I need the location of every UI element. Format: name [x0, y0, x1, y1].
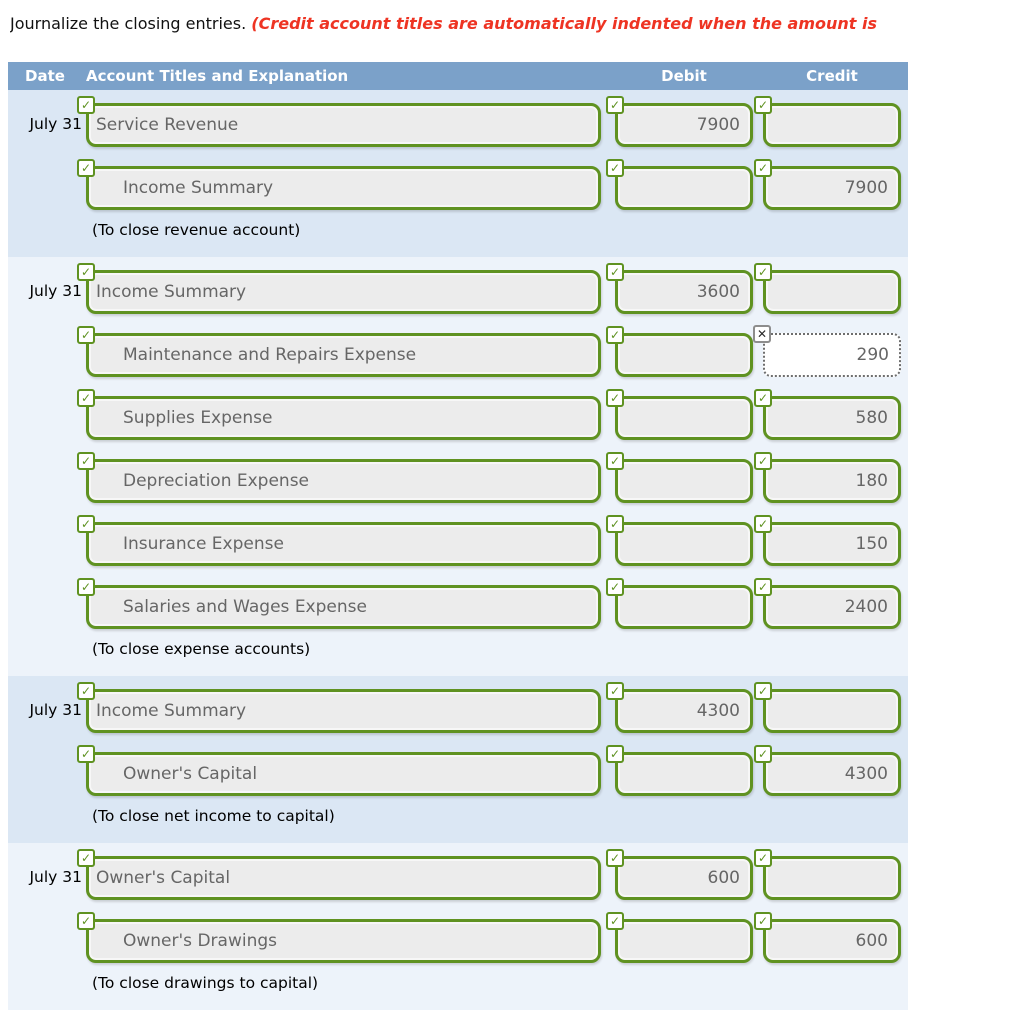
- credit-amount-value: 150: [855, 534, 888, 554]
- account-title-input[interactable]: [80, 851, 601, 900]
- journal-row: [8, 90, 908, 153]
- credit-amount-value: 2400: [844, 597, 888, 617]
- journal-entry-group: [8, 90, 908, 257]
- account-title-input[interactable]: [80, 265, 601, 314]
- entry-date-label: July 31: [29, 282, 82, 300]
- account-title-input[interactable]: [80, 328, 601, 377]
- credit-amount-value: 600: [855, 931, 888, 951]
- journal-row: [8, 843, 908, 906]
- journal-entry-group: [8, 843, 908, 1010]
- credit-amount-value: 290: [856, 345, 889, 365]
- checkmark-icon: ✓: [606, 849, 624, 867]
- checkmark-icon: ✓: [77, 578, 95, 596]
- header-credit: Credit: [806, 67, 858, 85]
- account-title-value: Owner's Capital: [123, 764, 258, 784]
- checkmark-icon: ✓: [606, 389, 624, 407]
- credit-amount-value: 7900: [844, 178, 888, 198]
- account-title-value: Insurance Expense: [123, 534, 284, 554]
- debit-amount-input[interactable]: [609, 580, 753, 629]
- credit-amount-input[interactable]: [757, 265, 901, 314]
- checkmark-icon: ✓: [606, 515, 624, 533]
- account-title-value: Owner's Capital: [96, 868, 231, 888]
- account-title-input[interactable]: [80, 517, 601, 566]
- account-title-input[interactable]: [80, 454, 601, 503]
- debit-amount-value: 3600: [696, 282, 740, 302]
- account-title-input[interactable]: [80, 914, 601, 963]
- checkmark-icon: ✓: [754, 263, 772, 281]
- credit-amount-input[interactable]: [757, 747, 901, 796]
- journal-entry-groups: [8, 90, 908, 1010]
- credit-amount-input[interactable]: [757, 851, 901, 900]
- checkmark-icon: ✓: [606, 96, 624, 114]
- instruction-line: [10, 14, 1024, 33]
- account-title-value: Owner's Drawings: [123, 931, 277, 951]
- checkmark-icon: ✓: [606, 578, 624, 596]
- checkmark-icon: ✓: [754, 682, 772, 700]
- account-title-value: Income Summary: [123, 178, 274, 198]
- entry-date-label: July 31: [29, 868, 82, 886]
- credit-amount-input[interactable]: [757, 161, 901, 210]
- credit-amount-input[interactable]: [757, 98, 901, 147]
- debit-amount-value: 4300: [696, 701, 740, 721]
- checkmark-icon: ✓: [606, 452, 624, 470]
- debit-amount-input[interactable]: [609, 98, 753, 147]
- checkmark-icon: ✓: [754, 515, 772, 533]
- header-account-titles: Account Titles and Explanation: [86, 67, 349, 85]
- debit-amount-input[interactable]: [609, 328, 753, 377]
- account-title-value: Maintenance and Repairs Expense: [123, 345, 417, 365]
- debit-amount-input[interactable]: [609, 747, 753, 796]
- entry-explanation: (To close expense accounts): [92, 640, 311, 658]
- entry-date-label: July 31: [29, 701, 82, 719]
- entry-explanation: (To close revenue account): [92, 221, 301, 239]
- journal-row: [8, 572, 908, 635]
- checkmark-icon: ✓: [77, 682, 95, 700]
- debit-amount-input[interactable]: [609, 391, 753, 440]
- credit-amount-input[interactable]: [757, 684, 901, 733]
- checkmark-icon: ✓: [754, 452, 772, 470]
- credit-amount-value: 180: [855, 471, 888, 491]
- checkmark-icon: ✓: [754, 578, 772, 596]
- debit-amount-input[interactable]: [609, 265, 753, 314]
- checkmark-icon: ✓: [77, 745, 95, 763]
- credit-amount-value: 4300: [844, 764, 888, 784]
- checkmark-icon: ✓: [77, 96, 95, 114]
- x-mark-icon: ✕: [753, 325, 771, 343]
- table-header-row: [8, 62, 908, 90]
- checkmark-icon: ✓: [754, 745, 772, 763]
- account-title-value: Depreciation Expense: [123, 471, 310, 491]
- account-title-value: Income Summary: [96, 282, 247, 302]
- account-title-value: Service Revenue: [96, 115, 239, 135]
- journal-entry-group: [8, 257, 908, 676]
- account-title-input[interactable]: [80, 98, 601, 147]
- debit-amount-value: 7900: [696, 115, 740, 135]
- checkmark-icon: ✓: [754, 389, 772, 407]
- debit-amount-input[interactable]: [609, 161, 753, 210]
- checkmark-icon: ✓: [606, 912, 624, 930]
- entry-explanation: (To close net income to capital): [92, 807, 335, 825]
- credit-amount-input[interactable]: [757, 517, 901, 566]
- debit-amount-input[interactable]: [609, 454, 753, 503]
- journal-row: [8, 446, 908, 509]
- credit-amount-value: 580: [855, 408, 888, 428]
- credit-amount-input[interactable]: [756, 327, 901, 377]
- debit-amount-value: 600: [707, 868, 740, 888]
- credit-amount-input[interactable]: [757, 914, 901, 963]
- checkmark-icon: ✓: [77, 263, 95, 281]
- debit-amount-input[interactable]: [609, 517, 753, 566]
- credit-amount-input[interactable]: [757, 580, 901, 629]
- debit-amount-input[interactable]: [609, 684, 753, 733]
- checkmark-icon: ✓: [77, 326, 95, 344]
- checkmark-icon: ✓: [77, 515, 95, 533]
- instruction-text: Journalize the closing entries.: [10, 14, 252, 33]
- journal-row: [8, 257, 908, 320]
- journal-entries-table: [8, 62, 908, 1010]
- journal-row: [8, 153, 908, 216]
- credit-amount-input[interactable]: [757, 454, 901, 503]
- checkmark-icon: ✓: [606, 745, 624, 763]
- journal-row: [8, 383, 908, 446]
- entry-date-label: July 31: [29, 115, 82, 133]
- account-title-value: Income Summary: [96, 701, 247, 721]
- account-title-value: Supplies Expense: [123, 408, 273, 428]
- checkmark-icon: ✓: [754, 96, 772, 114]
- instruction-warning-text: (Credit account titles are automatically indented when the amount is: [251, 14, 877, 33]
- header-debit: Debit: [661, 67, 707, 85]
- account-title-input[interactable]: [80, 580, 601, 629]
- journal-row: [8, 509, 908, 572]
- checkmark-icon: ✓: [77, 849, 95, 867]
- journal-row: [8, 676, 908, 739]
- checkmark-icon: ✓: [77, 389, 95, 407]
- checkmark-icon: ✓: [77, 452, 95, 470]
- journal-entry-group: [8, 676, 908, 843]
- account-title-input[interactable]: [80, 684, 601, 733]
- credit-amount-input[interactable]: [757, 391, 901, 440]
- checkmark-icon: ✓: [754, 912, 772, 930]
- checkmark-icon: ✓: [77, 159, 95, 177]
- header-date: Date: [25, 67, 65, 85]
- checkmark-icon: ✓: [754, 159, 772, 177]
- journal-row: [8, 320, 908, 383]
- journal-row: [8, 739, 908, 802]
- checkmark-icon: ✓: [606, 263, 624, 281]
- checkmark-icon: ✓: [606, 682, 624, 700]
- account-title-input[interactable]: [80, 161, 601, 210]
- checkmark-icon: ✓: [606, 159, 624, 177]
- account-title-input[interactable]: [80, 747, 601, 796]
- entry-explanation: (To close drawings to capital): [92, 974, 319, 992]
- account-title-input[interactable]: [80, 391, 601, 440]
- account-title-value: Salaries and Wages Expense: [123, 597, 367, 617]
- debit-amount-input[interactable]: [609, 914, 753, 963]
- checkmark-icon: ✓: [754, 849, 772, 867]
- checkmark-icon: ✓: [77, 912, 95, 930]
- checkmark-icon: ✓: [606, 326, 624, 344]
- journal-row: [8, 906, 908, 969]
- debit-amount-input[interactable]: [609, 851, 753, 900]
